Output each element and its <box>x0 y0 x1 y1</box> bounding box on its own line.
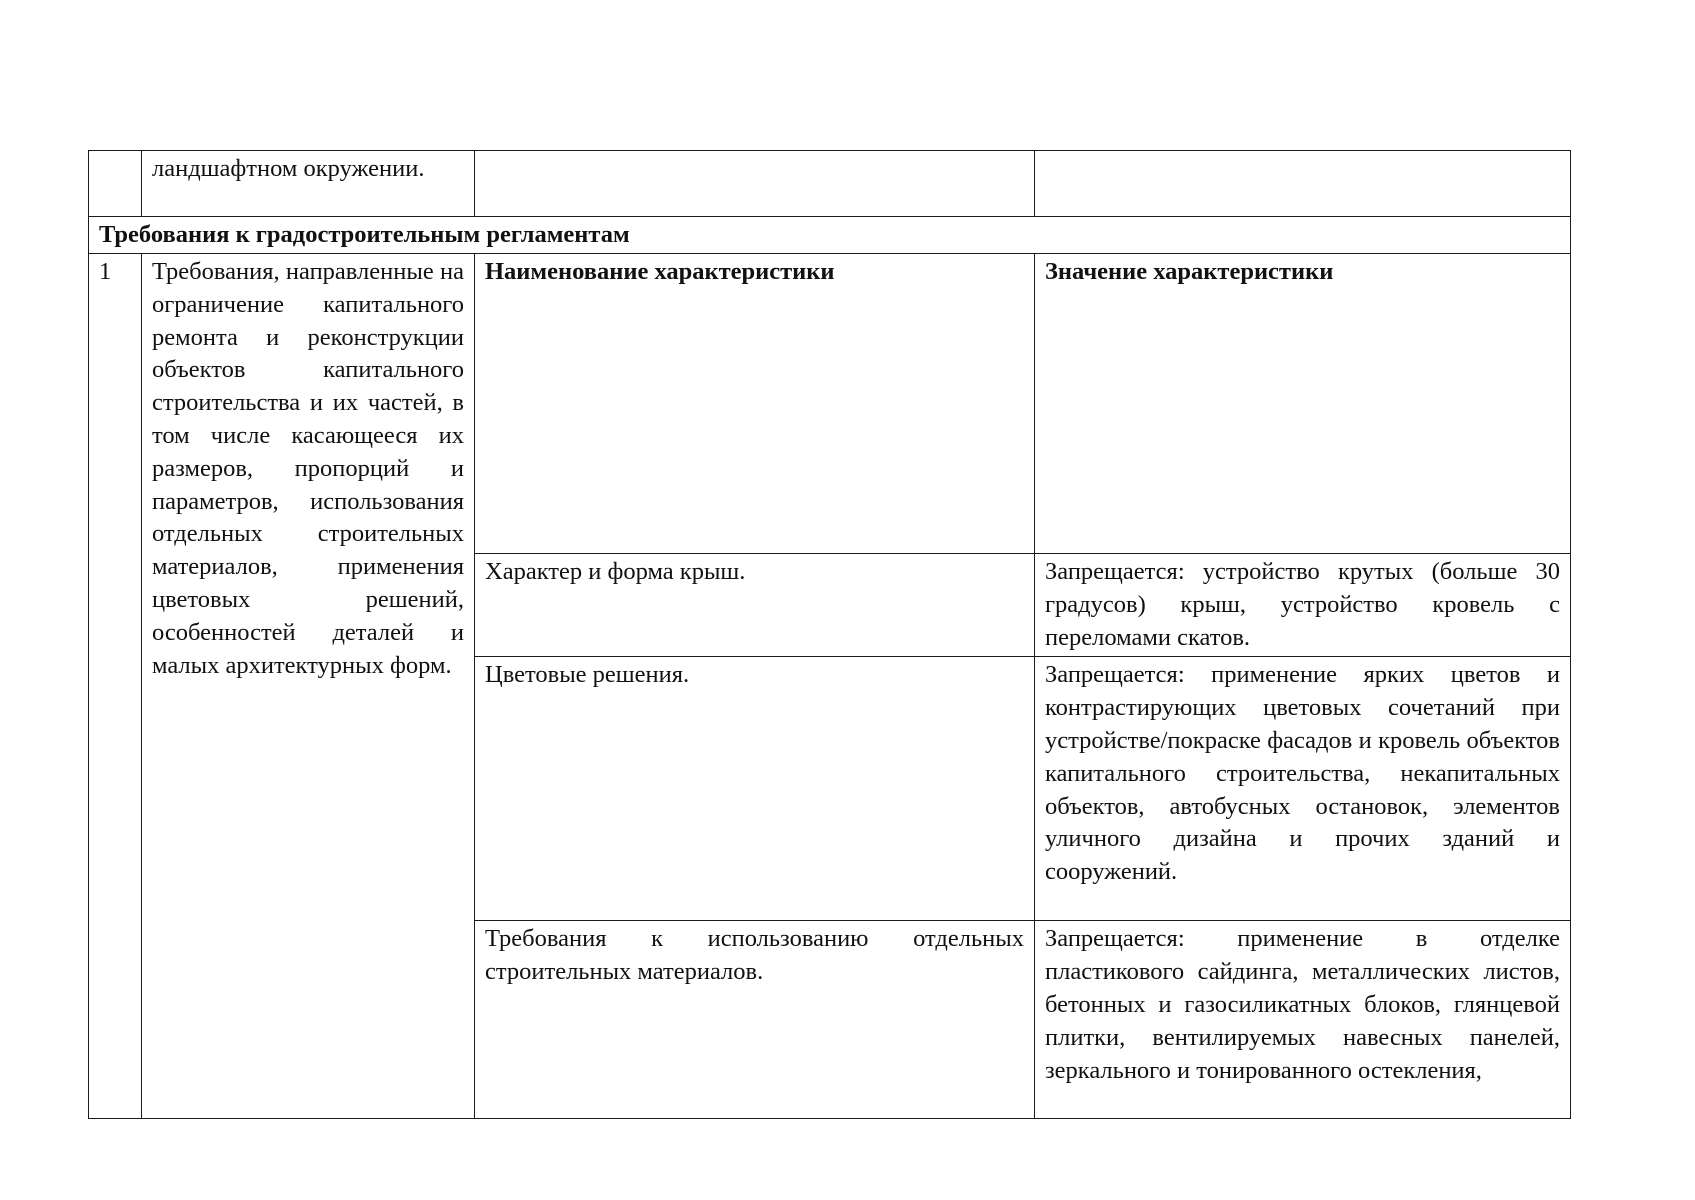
characteristic-value: Запрещается: применение в отделке пластикового сайдинга, металлических листов, бетонных и газосиликатных блоков, глянцевой плитки, вентилируемых навесных панелей, зеркального и тонированного остекления, <box>1035 921 1571 1119</box>
characteristic-name: Цветовые решения. <box>475 657 1035 921</box>
characteristic-value: Запрещается: устройство крутых (больше 30 градусов) крыш, устройство кровель с переломами скатов. <box>1035 554 1571 657</box>
requirement-text: Требования, направленные на ограничение капитального ремонта и реконструкции объектов капитального строительства и их частей, в том числе касающееся их размеров, пропорций и параметров, использования отдельных строительных материалов, применения цветовых решений, особенностей деталей и малых архитектурных форм. <box>142 254 475 1119</box>
table-row <box>89 254 1571 554</box>
continued-value-cell <box>1035 151 1571 217</box>
continued-name-cell <box>475 151 1035 217</box>
characteristic-name: Характер и форма крыш. <box>475 554 1035 657</box>
section-heading-row <box>89 217 1571 254</box>
continued-number-cell <box>89 151 142 217</box>
header-characteristic-value: Значение характеристики <box>1035 254 1571 554</box>
row-number: 1 <box>89 254 142 1119</box>
regulations-table <box>88 150 1571 1119</box>
continued-row <box>89 151 1571 217</box>
characteristic-value: Запрещается: применение ярких цветов и контрастирующих цветовых сочетаний при устройстве/покраске фасадов и кровель объектов капитального строительства, некапитальных объектов, автобусных остановок, элементов уличного дизайна и прочих зданий и сооружений. <box>1035 657 1571 921</box>
continued-requirement-cell: ландшафтном окружении. <box>142 151 475 217</box>
section-heading: Требования к градостроительным регламентам <box>89 217 1571 254</box>
header-characteristic-name: Наименование характеристики <box>475 254 1035 554</box>
characteristic-name: Требования к использованию отдельных строительных материалов. <box>475 921 1035 1119</box>
